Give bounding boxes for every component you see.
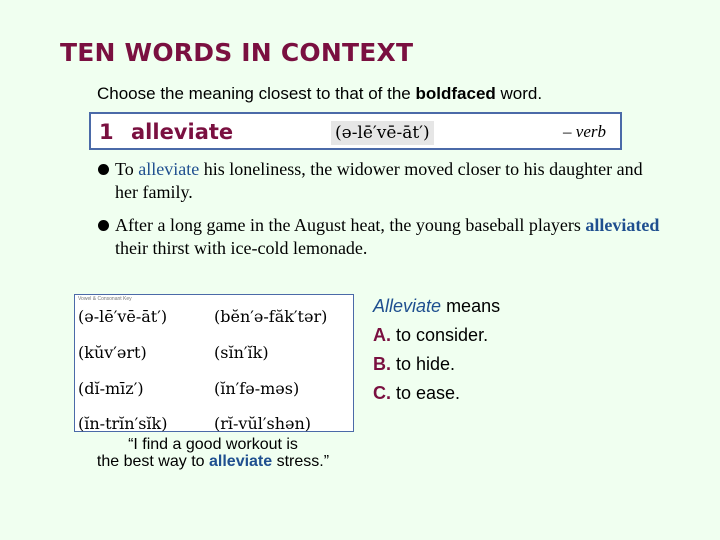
option-letter: A. [373,325,391,345]
bullet-icon [98,164,109,175]
example-before: To [115,159,134,179]
option-text: to consider. [396,325,489,345]
example-highlight-word: alleviate [138,159,200,179]
pronunciation-entry: (rĭ-vŭl′shən) [214,414,312,432]
instruction-text [97,84,542,104]
question-stem-text: means [446,296,501,316]
question-block [373,292,500,408]
vocabulary-word-box [89,112,622,150]
example-text [98,214,668,260]
example-before: After a long game in the August heat, the young baseball players [115,215,581,235]
quote-before: the best way to [96,453,205,470]
option-text: to ease. [396,383,461,403]
quote-after: stress.” [276,453,330,470]
option-b[interactable] [373,350,500,379]
option-text: to hide. [396,354,456,374]
example-after: their thirst with ice-cold lemonade. [115,238,368,258]
instruction-after: word. [500,84,543,103]
vocabulary-word: alleviate [131,120,234,144]
example-sentence-2 [98,214,668,260]
example-highlight-word: alleviated [585,215,660,235]
quote-line-1: “I find a good workout is [128,436,298,453]
quote-line-2 [72,453,354,470]
option-letter: C. [373,383,391,403]
pronunciation-entry: (ĭn′fə-məs) [214,379,300,398]
page-title: TEN WORDS IN CONTEXT [60,38,414,67]
example-text [98,158,668,204]
pronunciation-entry: (kŭv′ərt) [78,343,147,362]
instruction-bold: boldfaced [415,84,496,103]
part-of-speech: – verb [563,122,606,141]
pronunciation-entry: (ĭn-trĭn′sĭk) [78,414,168,432]
word-number: 1 [99,120,114,144]
option-c[interactable] [373,379,500,408]
pronunciation: (ə-lē′vē-āt′) [331,121,434,145]
pronunciation-entry: (ə-lē′vē-āt′) [78,307,168,326]
pronunciation-entry: (dĭ-mīz′) [78,379,144,398]
quote-highlight-word: alleviate [209,453,273,470]
instruction-before: Choose the meaning closest to that of the [97,84,411,103]
pronunciation-card [74,294,354,432]
card-header: Vowel & Consonant Key [78,296,132,302]
quote-caption [72,436,354,470]
pronunciation-entry: (bĕn′ə-făk′tər) [214,307,328,326]
example-after: his loneliness, the widower moved closer to his daughter and her family. [115,159,643,202]
option-a[interactable] [373,321,500,350]
question-head-word: Alleviate [373,296,442,316]
pronunciation-entry: (sĭn′ĭk) [214,343,269,362]
example-sentence-1 [98,158,668,204]
question-stem [373,292,500,321]
bullet-icon [98,220,109,231]
option-letter: B. [373,354,391,374]
